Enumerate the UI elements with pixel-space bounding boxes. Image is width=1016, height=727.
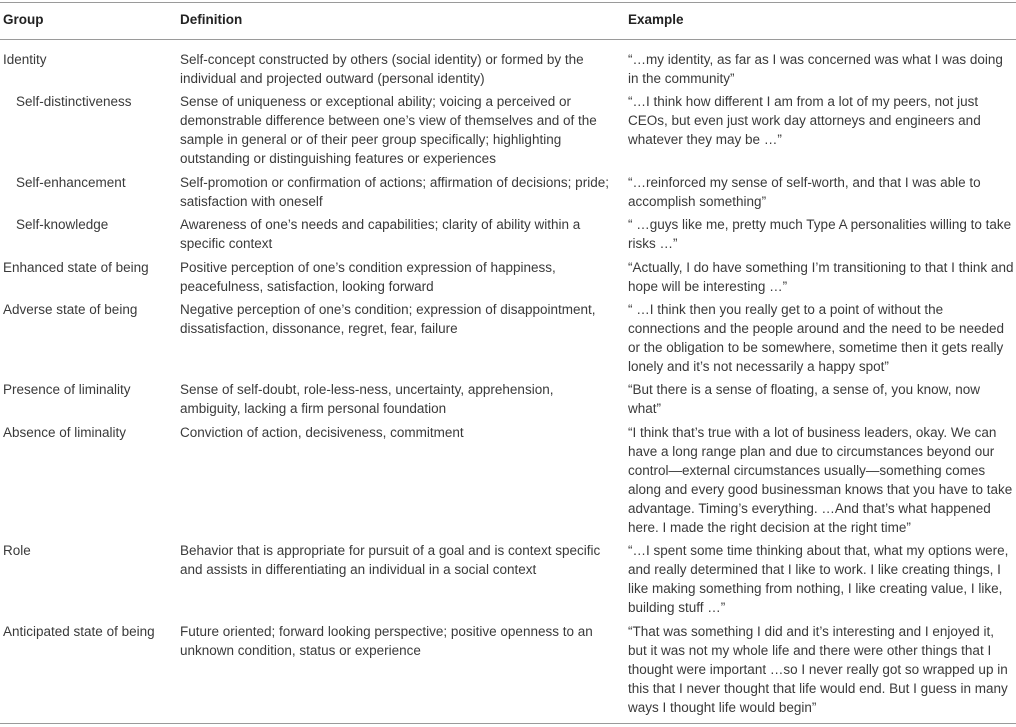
row-group: Role	[3, 543, 31, 558]
row-example: “I think that’s true with a lot of business leaders, okay. We can have a long range plan and due to circumstances beyond our control—external circumstances usually—something comes along and every good businessman knows that you have to take advantage. Timing’s everything. …And that’s what happened here. I made the right decision at the right time”	[628, 425, 1013, 535]
row-group: Identity	[3, 52, 47, 67]
row-group: Self-knowledge	[16, 217, 109, 232]
row-definition: Awareness of one’s needs and capabilities; clarity of ability within a specific context	[180, 217, 581, 251]
row-group: Adverse state of being	[3, 302, 138, 317]
row-definition: Self-concept constructed by others (social identity) or formed by the individual and projected outward (personal identity)	[180, 52, 584, 86]
table-top-rule	[0, 2, 1016, 3]
row-example: “But there is a sense of floating, a sense of, you know, now what”	[628, 382, 980, 416]
row-group: Self-distinctiveness	[16, 94, 132, 109]
header-rule	[0, 39, 1016, 40]
row-group: Presence of liminality	[3, 382, 131, 397]
row-example: “…I think how different I am from a lot of my peers, not just CEOs, but even just work day attorneys and engineers and whatever they may be …”	[628, 94, 981, 147]
header-example: Example	[628, 12, 684, 27]
row-definition: Behavior that is appropriate for pursuit of a goal and is context specific and assists in differentiating an individual in a social context	[180, 543, 601, 577]
header-definition: Definition	[180, 12, 243, 27]
row-group: Absence of liminality	[3, 425, 127, 440]
row-group: Anticipated state of being	[3, 624, 155, 639]
row-definition: Future oriented; forward looking perspective; positive openness to an unknown condition, status or experience	[180, 624, 593, 658]
header-group: Group	[3, 12, 44, 27]
row-example: “ …I think then you really get to a point of without the connections and the people around and the need to be needed or the obligation to be somewhere, sometime then it gets really lonely and it’s not necessarily a happy spot”	[628, 302, 1005, 374]
row-example: “…reinforced my sense of self-worth, and that I was able to accomplish something”	[628, 175, 981, 209]
row-example: “…I spent some time thinking about that, what my options were, and really determined that I like to work. I like creating things, I like making something from nothing, I like creating value, I like, building stuff …”	[628, 543, 1009, 615]
row-definition: Sense of uniqueness or exceptional ability; voicing a perceived or demonstrable difference between one’s view of themselves and of the sample in general or of their peer group specifically; highlighting outstanding or distinguishing features or experiences	[180, 94, 597, 166]
row-definition: Sense of self-doubt, role-less-ness, uncertainty, apprehension, ambiguity, lacking a firm personal foundation	[180, 382, 554, 416]
row-group: Self-enhancement	[16, 175, 126, 190]
row-group: Enhanced state of being	[3, 260, 149, 275]
row-definition: Negative perception of one’s condition; expression of disappointment, dissatisfaction, dissonance, regret, fear, failure	[180, 302, 596, 336]
row-example: “That was something I did and it’s interesting and I enjoyed it, but it was not my whole life and there were other things that I thought were important …so I never really got so wrapped up in this that I never thought that life would end. But I guess in many ways I thought life would begin”	[628, 624, 1008, 715]
row-example: “Actually, I do have something I’m transitioning to that I think and hope will be interesting …”	[628, 260, 1014, 294]
row-example: “ …guys like me, pretty much Type A personalities willing to take risks …”	[628, 217, 1012, 251]
table-bottom-rule	[0, 723, 1016, 724]
row-example: “…my identity, as far as I was concerned was what I was doing in the community”	[628, 52, 1003, 86]
row-definition: Self-promotion or confirmation of actions; affirmation of decisions; pride; satisfaction with oneself	[180, 175, 609, 209]
row-definition: Positive perception of one’s condition expression of happiness, peacefulness, satisfaction, looking forward	[180, 260, 556, 294]
row-definition: Conviction of action, decisiveness, commitment	[180, 425, 464, 440]
